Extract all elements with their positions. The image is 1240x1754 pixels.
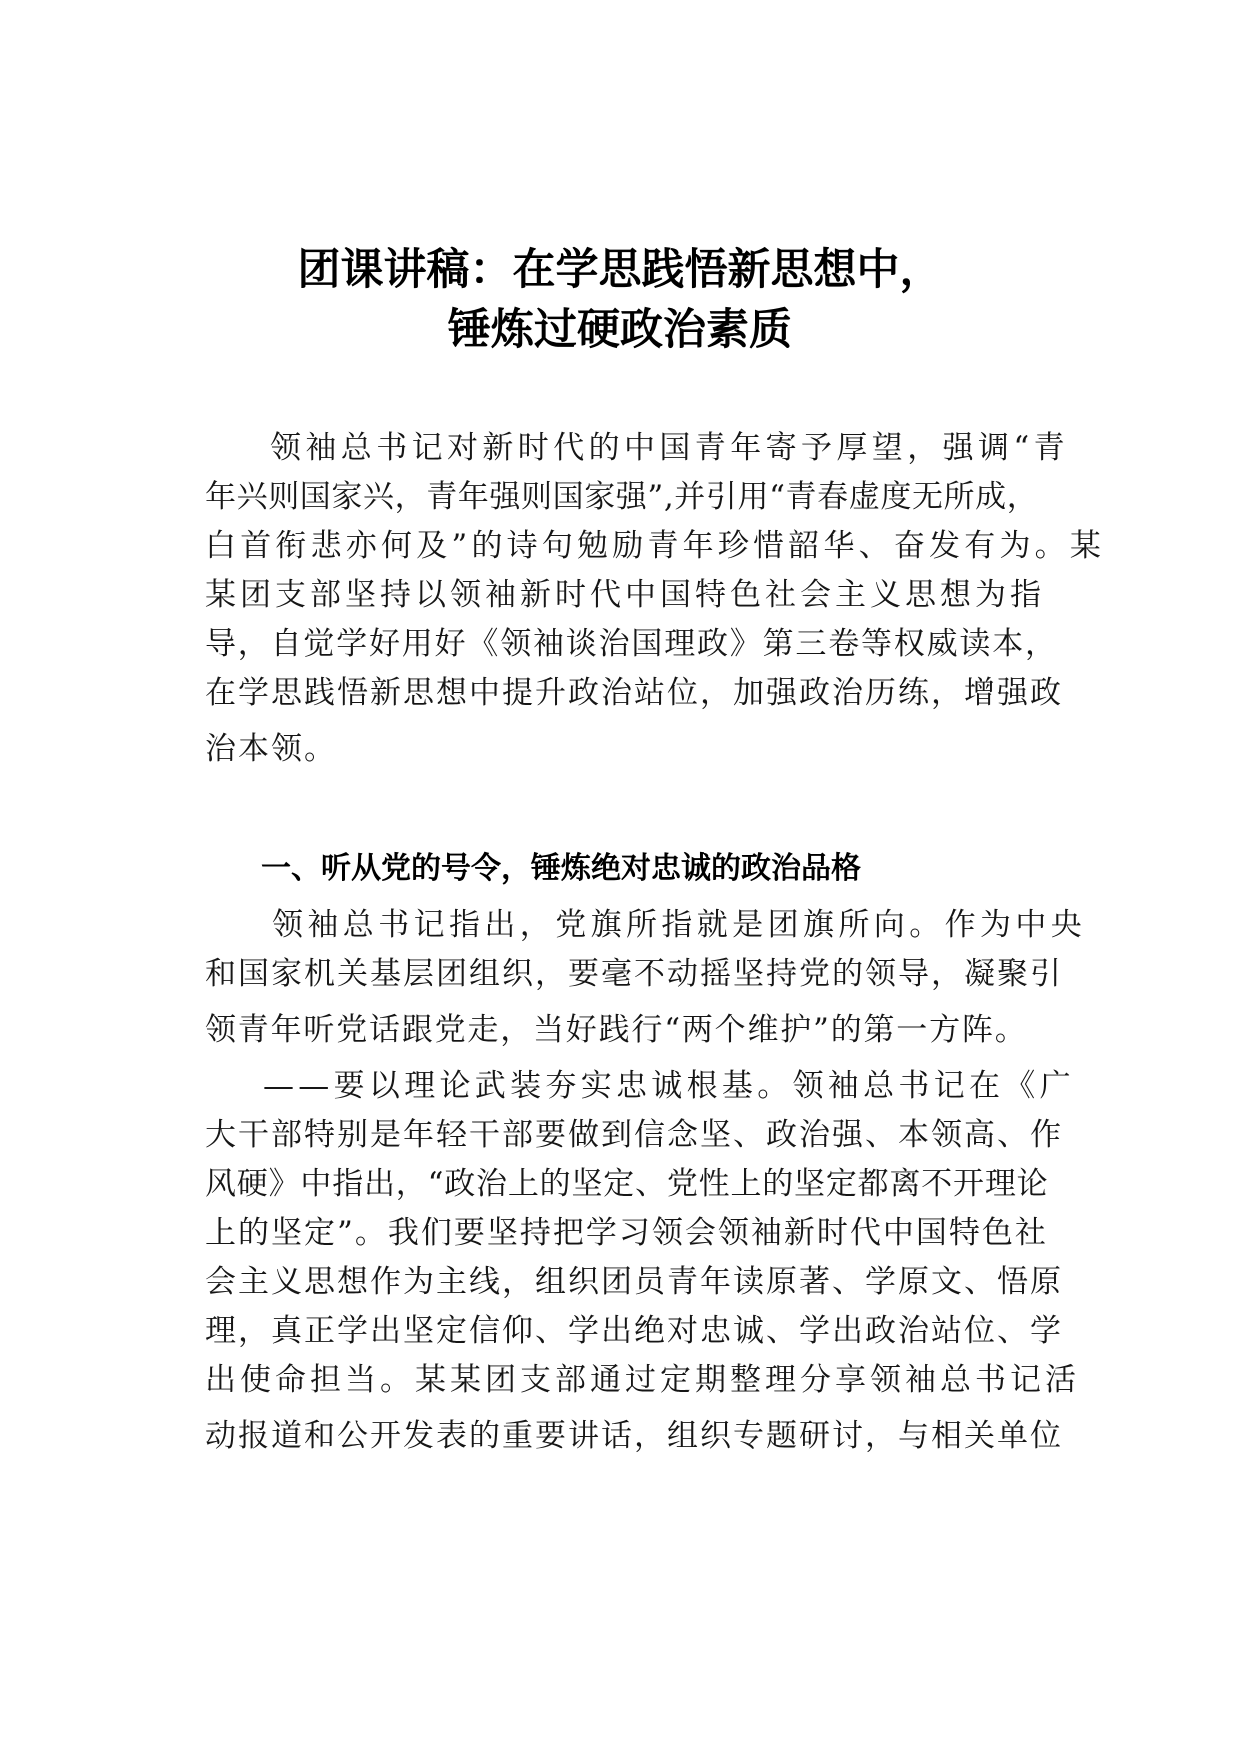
intro-line-2: 年兴则国家兴，青年强则国家强”,并引用“青春虚度无所成，: [205, 479, 1039, 515]
s1p2-line-3: 风硬》中指出，“政治上的坚定、党性上的坚定都离不开理论: [205, 1166, 1049, 1202]
intro-line-7: 治本领。: [205, 731, 337, 767]
intro-line-5: 导，自觉学好用好《领袖谈治国理政》第三卷等权威读本，: [205, 626, 1058, 662]
s1p2-line-4: 上的坚定”。我们要坚持把学习领会领袖新时代中国特色社: [205, 1215, 1048, 1251]
s1p1-line-1: 领袖总书记指出，党旗所指就是团旗所向。作为中央: [272, 907, 1087, 943]
document-title: [0, 240, 1240, 360]
s1p2-line-6: 理，真正学出坚定信仰、学出绝对忠诚、学出政治站位、学: [205, 1313, 1063, 1349]
title-line-2: 锤炼过硬政治素质: [448, 305, 792, 355]
section-1-heading: 一、听从党的号令，锤炼绝对忠诚的政治品格: [261, 851, 861, 886]
s1p2-line-7: 出使命担当。某某团支部通过定期整理分享领袖总书记活: [205, 1362, 1080, 1398]
intro-line-1: 领袖总书记对新时代的中国青年寄予厚望，强调“青: [270, 430, 1070, 466]
intro-line-6: 在学思践悟新思想中提升政治站位，加强政治历练，增强政: [205, 675, 1063, 711]
intro-line-4: 某团支部坚持以领袖新时代中国特色社会主义思想为指: [205, 577, 1045, 613]
s1p2-line-5: 会主义思想作为主线，组织团员青年读原著、学原文、悟原: [205, 1264, 1063, 1300]
s1p2-line-2: 大干部特别是年轻干部要做到信念坚、政治强、本领高、作: [205, 1117, 1063, 1153]
s1p1-line-3: 领青年听党话跟党走，当好践行“两个维护”的第一方阵。: [205, 1012, 1028, 1048]
s1p1-line-2: 和国家机关基层团组织，要毫不动摇坚持党的领导，凝聚引: [205, 956, 1063, 992]
intro-line-3: 白首衔悲亦何及”的诗句勉励青年珍惜韶华、奋发有为。某: [205, 528, 1106, 564]
s1p2-line-8: 动报道和公开发表的重要讲话，组织专题研讨，与相关单位: [205, 1418, 1063, 1454]
title-line-1: 团课讲稿：在学思践悟新思想中，: [297, 245, 943, 295]
s1p2-line-1: ——要以理论武装夯实忠诚根基。领袖总书记在《广: [263, 1068, 1075, 1104]
